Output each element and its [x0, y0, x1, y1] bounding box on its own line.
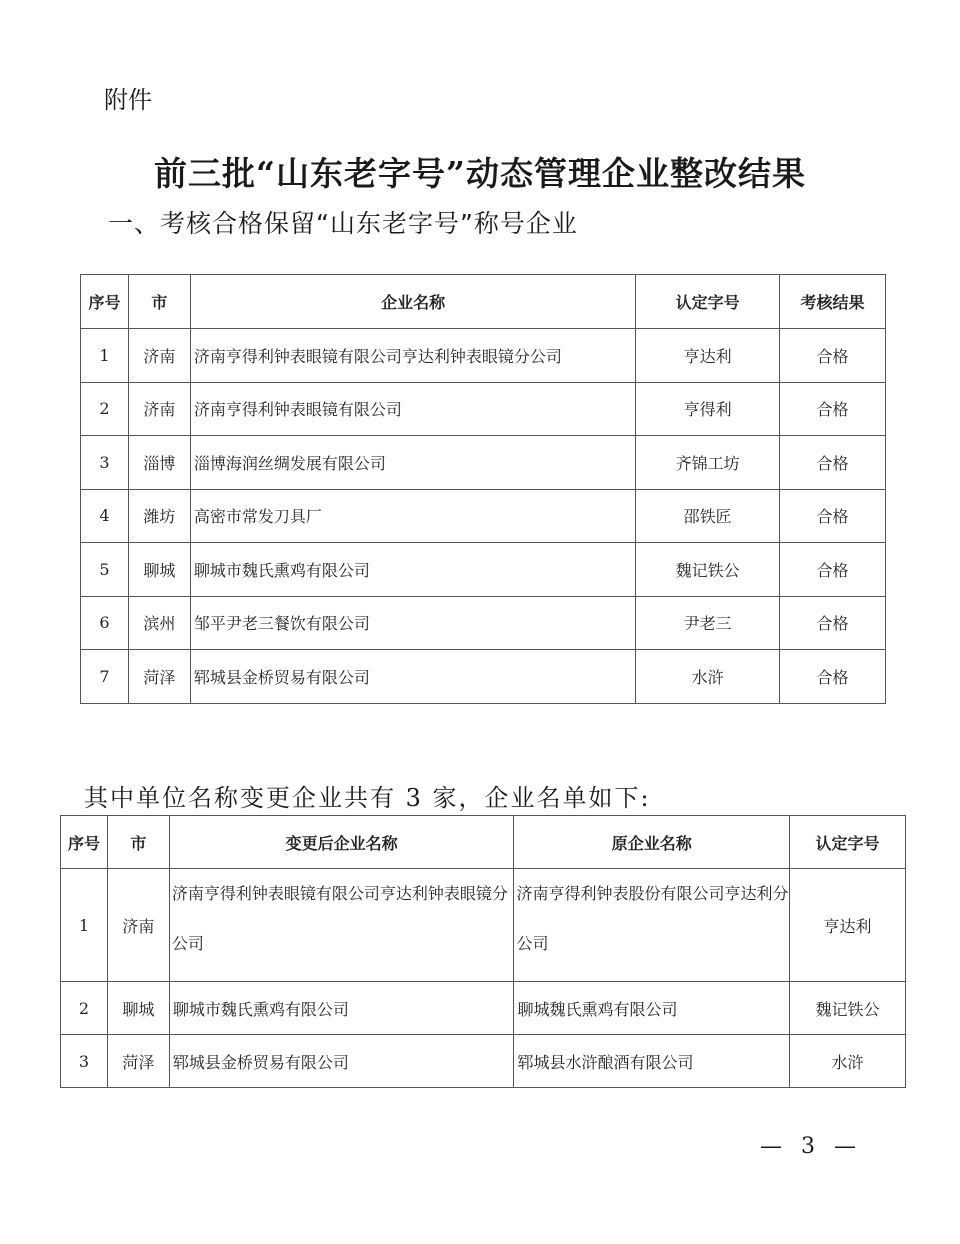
header-city: 市 — [107, 816, 169, 869]
cell-old-company: 济南亨得利钟表股份有限公司亨达利分公司 — [514, 869, 790, 982]
name-change-table — [60, 815, 906, 1088]
qualified-enterprises-table — [80, 274, 886, 704]
cell-index: 5 — [81, 543, 129, 597]
cell-result: 合格 — [780, 329, 886, 383]
cell-index: 2 — [61, 982, 108, 1035]
cell-index: 4 — [81, 489, 129, 543]
cell-brand: 齐锦工坊 — [636, 436, 780, 490]
cell-city: 菏泽 — [107, 1035, 169, 1088]
header-index: 序号 — [81, 275, 129, 329]
cell-result: 合格 — [780, 436, 886, 490]
cell-city: 济南 — [128, 329, 190, 383]
header-index: 序号 — [61, 816, 108, 869]
table-row — [61, 982, 906, 1035]
cell-brand: 亨达利 — [790, 869, 906, 982]
cell-brand: 亨得利 — [636, 382, 780, 436]
header-brand-name: 认定字号 — [636, 275, 780, 329]
cell-company: 济南亨得利钟表眼镜有限公司亨达利钟表眼镜分公司 — [190, 329, 635, 383]
table-header-row — [61, 816, 906, 869]
cell-old-company: 聊城魏氏熏鸡有限公司 — [514, 982, 790, 1035]
table-row — [81, 650, 886, 704]
table-row — [81, 596, 886, 650]
table-row — [81, 436, 886, 490]
table-row — [81, 382, 886, 436]
cell-brand: 亨达利 — [636, 329, 780, 383]
cell-new-company: 郓城县金桥贸易有限公司 — [169, 1035, 514, 1088]
cell-city: 滨州 — [128, 596, 190, 650]
cell-city: 菏泽 — [128, 650, 190, 704]
table-row — [81, 543, 886, 597]
cell-result: 合格 — [780, 489, 886, 543]
cell-result: 合格 — [780, 596, 886, 650]
cell-brand: 魏记铁公 — [790, 982, 906, 1035]
header-old-company-name: 原企业名称 — [514, 816, 790, 869]
header-company-name: 企业名称 — [190, 275, 635, 329]
section-heading: 一、考核合格保留“山东老字号”称号企业 — [108, 209, 578, 238]
cell-company: 邹平尹老三餐饮有限公司 — [190, 596, 635, 650]
header-brand-name: 认定字号 — [790, 816, 906, 869]
cell-brand: 魏记铁公 — [636, 543, 780, 597]
cell-index: 6 — [81, 596, 129, 650]
table-header-row — [81, 275, 886, 329]
table-row — [61, 869, 906, 982]
document-title: 前三批“山东老字号”动态管理企业整改结果 — [154, 154, 806, 193]
page-number: — 3 — — [760, 1134, 862, 1159]
cell-company: 聊城市魏氏熏鸡有限公司 — [190, 543, 635, 597]
header-result: 考核结果 — [780, 275, 886, 329]
cell-company: 高密市常发刀具厂 — [190, 489, 635, 543]
name-change-note: 其中单位名称变更企业共有 3 家，企业名单如下: — [84, 784, 651, 812]
table-row — [81, 489, 886, 543]
cell-index: 2 — [81, 382, 129, 436]
cell-city: 淄博 — [128, 436, 190, 490]
cell-old-company: 郓城县水浒酿酒有限公司 — [514, 1035, 790, 1088]
cell-new-company: 济南亨得利钟表眼镜有限公司亨达利钟表眼镜分公司 — [169, 869, 514, 982]
cell-city: 聊城 — [128, 543, 190, 597]
header-city: 市 — [128, 275, 190, 329]
cell-city: 聊城 — [107, 982, 169, 1035]
cell-index: 1 — [81, 329, 129, 383]
cell-index: 1 — [61, 869, 108, 982]
cell-company: 淄博海润丝绸发展有限公司 — [190, 436, 635, 490]
cell-result: 合格 — [780, 650, 886, 704]
cell-brand: 水浒 — [636, 650, 780, 704]
cell-index: 7 — [81, 650, 129, 704]
attachment-label: 附件 — [104, 86, 152, 114]
cell-city: 济南 — [128, 382, 190, 436]
table-row — [61, 1035, 906, 1088]
table-row — [81, 329, 886, 383]
cell-city: 潍坊 — [128, 489, 190, 543]
cell-city: 济南 — [107, 869, 169, 982]
cell-new-company: 聊城市魏氏熏鸡有限公司 — [169, 982, 514, 1035]
cell-brand: 尹老三 — [636, 596, 780, 650]
cell-result: 合格 — [780, 543, 886, 597]
cell-company: 济南亨得利钟表眼镜有限公司 — [190, 382, 635, 436]
cell-index: 3 — [81, 436, 129, 490]
header-new-company-name: 变更后企业名称 — [169, 816, 514, 869]
cell-index: 3 — [61, 1035, 108, 1088]
cell-brand: 水浒 — [790, 1035, 906, 1088]
cell-brand: 邵铁匠 — [636, 489, 780, 543]
cell-company: 郓城县金桥贸易有限公司 — [190, 650, 635, 704]
cell-result: 合格 — [780, 382, 886, 436]
